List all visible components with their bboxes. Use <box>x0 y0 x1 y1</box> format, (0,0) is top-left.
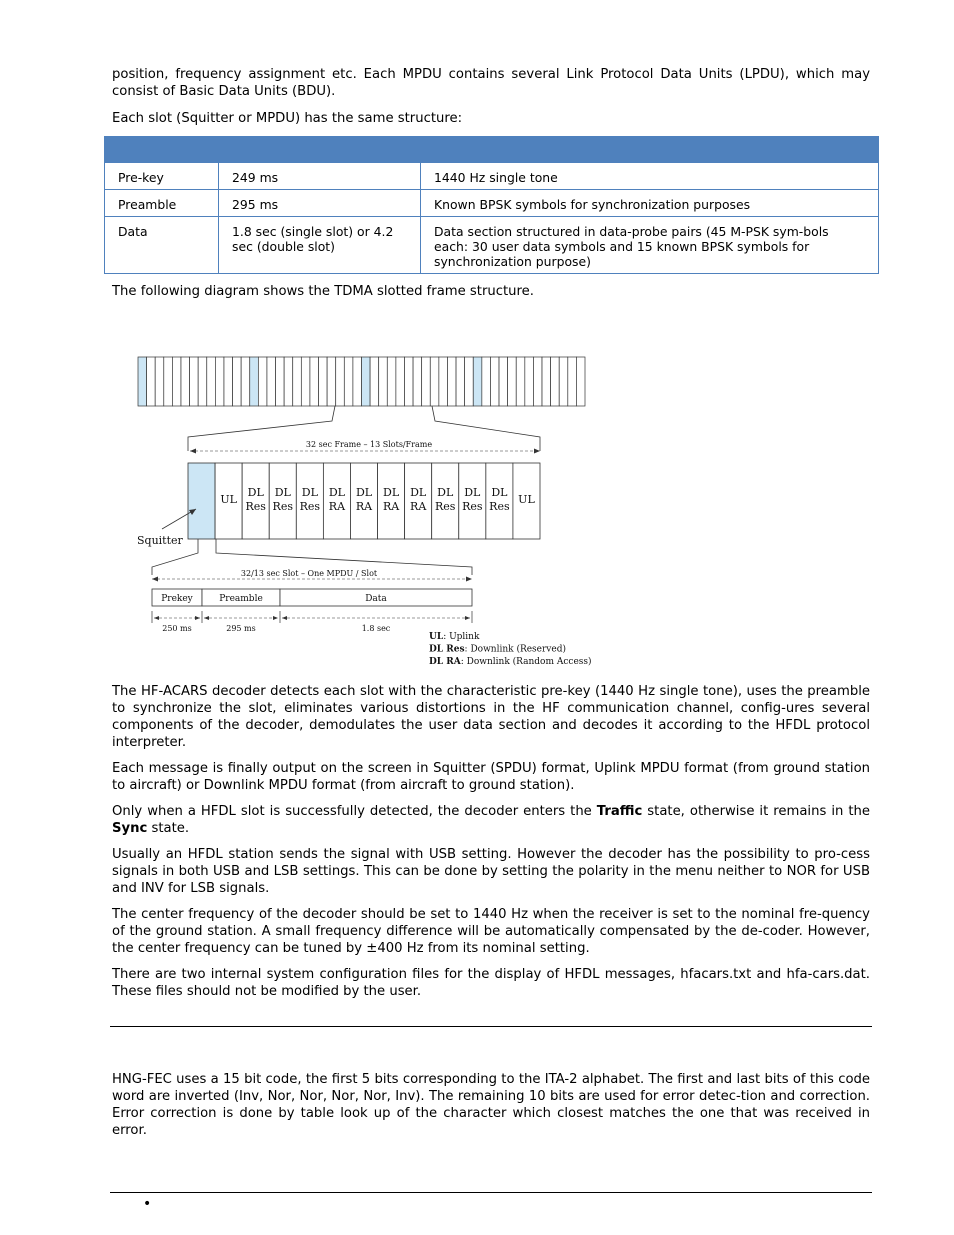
frame-strip-slot <box>396 357 405 406</box>
frame-strip-slot <box>576 357 585 406</box>
main-content <box>112 66 870 1009</box>
config-files-paragraph: There are two internal system configuration files for the display of HFDL messages, hfacars.txt and hfa-cars.dat. These files should not be modified by the user. <box>112 967 870 999</box>
slot-label-line1: DL <box>383 486 400 499</box>
slot-label-line2: Res <box>435 500 456 513</box>
frame-strip-slot <box>250 357 259 406</box>
frame-label: 32 sec Frame – 13 Slots/Frame <box>305 440 433 449</box>
slot-label-line2: Res <box>462 500 483 513</box>
frame-strip-slot <box>147 357 156 406</box>
slot-label-top: 32/13 sec Slot – One MPDU / Slot <box>240 569 378 578</box>
slot-label: UL <box>220 493 237 506</box>
mpdu-segment-label: Data <box>365 594 387 604</box>
frame-strip-slot <box>422 357 431 406</box>
legend-key: DL RA <box>429 657 461 667</box>
intro-paragraph: position, frequency assignment etc. Each MPDU contains several Link Protocol Data Units (LPDU), which may consist of Basic Data Units (BDU). <box>112 67 870 99</box>
table-cell-name: Data <box>105 217 219 274</box>
frame-strip-slot <box>319 357 328 406</box>
legend-desc: : Downlink (Reserved) <box>464 644 566 655</box>
slot-label-line1: DL <box>328 486 345 499</box>
frame-strip-slot <box>533 357 542 406</box>
legend-key: DL Res <box>429 644 465 655</box>
frame-strip-slot <box>276 357 285 406</box>
frame-strip-slot <box>499 357 508 406</box>
frame-strip-slot <box>413 357 422 406</box>
slot-label-line2: Res <box>245 500 266 513</box>
diagram-intro-paragraph: The following diagram shows the TDMA slotted frame structure. <box>112 284 534 299</box>
table-cell-duration: 295 ms <box>219 190 421 217</box>
frame-strip-slot <box>370 357 379 406</box>
legend-desc: : Uplink <box>443 632 480 642</box>
polarity-paragraph: Usually an HFDL station sends the signal with USB setting. However the decoder has the possibility to pro-cess signals in both USB and LSB settings. This can be done by setting the polarity in the menu neither to NOR for USB and INV for LSB signals. <box>112 847 870 896</box>
frame-strip-slot <box>404 357 413 406</box>
frame-strip-slot <box>241 357 250 406</box>
frame-strip-slot <box>473 357 482 406</box>
frame-strip-slot <box>258 357 267 406</box>
frame-strip-slot <box>164 357 173 406</box>
legend-key: UL <box>429 632 444 642</box>
output-paragraph: Each message is finally output on the screen in Squitter (SPDU) format, Uplink MPDU format (from ground station to aircraft) or Downlink MPDU format (from aircraft to ground station). <box>112 761 870 793</box>
frame-strip-slot <box>568 357 577 406</box>
frame-strip-slot <box>293 357 302 406</box>
duration-label: 250 ms <box>162 624 192 633</box>
slot-label-line2: RA <box>382 500 400 513</box>
frame-strip-slot <box>439 357 448 406</box>
state-paragraph: Only when a HFDL slot is successfully detected, the decoder enters the Traffic state, otherwise it remains in the Sync state. <box>112 804 870 836</box>
slot-label-line2: RA <box>355 500 373 513</box>
frame-strip-slot <box>198 357 207 406</box>
slot-label-line1: DL <box>437 486 454 499</box>
table-cell-description: Known BPSK symbols for synchronization purposes <box>421 190 879 217</box>
hng-fec-section <box>112 1071 870 1139</box>
slot-label-line2: RA <box>328 500 346 513</box>
tdma-frame-svg <box>112 309 598 671</box>
slot-structure-table <box>104 136 879 274</box>
legend-desc: : Downlink (Random Access) <box>460 657 592 667</box>
table-cell-name: Preamble <box>105 190 219 217</box>
duration-label: 295 ms <box>226 624 256 633</box>
frame-strip-slot <box>559 357 568 406</box>
frame-strip-slot <box>456 357 465 406</box>
frame-strip-slot <box>387 357 396 406</box>
section-divider <box>110 1026 872 1027</box>
frame-strip-slot <box>336 357 345 406</box>
frame-strip-slot <box>508 357 517 406</box>
frame-strip-slot <box>224 357 233 406</box>
frame-strip-slot <box>379 357 388 406</box>
frame-strip-slot <box>190 357 199 406</box>
frame-strip-slot <box>430 357 439 406</box>
table-row <box>105 190 879 217</box>
frame-strip-slot <box>155 357 164 406</box>
frame-strip-slot <box>138 357 147 406</box>
slot-label-line2: Res <box>299 500 321 513</box>
slot-label-line1: DL <box>247 486 264 499</box>
decoder-paragraph: The HF-ACARS decoder detects each slot with the characteristic pre-key (1440 Hz single tone), uses the preamble to synchronize the slot, eliminates various distortions in the HF communication channel, config-ures several components of the decoder, demodulates the user data section and decodes it according to the HFDL protocol interpreter. <box>112 684 870 750</box>
frame-strip-slot <box>207 357 216 406</box>
slot-label-line1: DL <box>464 486 481 499</box>
frame-strip-slot <box>181 357 190 406</box>
footer-bullet: • <box>143 1196 152 1212</box>
frame-strip-slot <box>516 357 525 406</box>
squitter-label: Squitter <box>137 534 183 547</box>
frame-strip-slot <box>301 357 310 406</box>
slot-label-line2: Res <box>489 500 510 513</box>
hng-fec-paragraph: HNG-FEC uses a 15 bit code, the first 5 bits corresponding to the ITA-2 alphabet. The first and last bits of this code word are inverted (Inv, Nor, Nor, Nor, Nor, Inv). The remaining 10 bits are used for error detec-tion and correction. Error correction is done by table look up of the character which closest matches the one that was received in error. <box>112 1072 870 1138</box>
frame-strip-slot <box>482 357 491 406</box>
legend-entry <box>429 656 592 667</box>
frame-strip-slot <box>465 357 474 406</box>
frame-strip-slot <box>310 357 319 406</box>
table-row <box>105 163 879 190</box>
slot-label-line1: DL <box>301 486 318 499</box>
frame-strip-slot <box>551 357 560 406</box>
slot-label: UL <box>518 493 535 506</box>
mpdu-segment-label: Preamble <box>219 594 263 604</box>
table-cell-description: Data section structured in data-probe pairs (45 M-PSK sym-bols each: 30 user data symbols and 15 known BPSK symbols for synchronization purpose) <box>421 217 879 274</box>
slot-label-line1: DL <box>491 486 508 499</box>
center-frequency-paragraph: The center frequency of the decoder should be set to 1440 Hz when the receiver is set to the nominal fre-quency of the ground station. A small frequency difference will be automatically compensated by the de-coder. However, the center frequency can be tuned by ±400 Hz from its nominal setting. <box>112 907 870 956</box>
table-cell-description: 1440 Hz single tone <box>421 163 879 190</box>
legend-entry <box>429 632 480 642</box>
slot-structure-paragraph: Each slot (Squitter or MPDU) has the same structure: <box>112 111 463 126</box>
slot-label-line1: DL <box>355 486 373 499</box>
sync-state-label: Sync <box>112 821 148 836</box>
frame-strip-slot <box>215 357 224 406</box>
slot-label-line1: DL <box>410 486 427 499</box>
slot-label-line2: Res <box>272 500 293 513</box>
frame-strip-slot <box>172 357 181 406</box>
slot-label-line1: DL <box>274 486 291 499</box>
frame-strip-slot <box>284 357 293 406</box>
frame-strip-slot <box>233 357 242 406</box>
slot-label-line2: RA <box>410 500 427 513</box>
frame-strip-slot <box>353 357 362 406</box>
frame-strip-slot <box>327 357 336 406</box>
frame-strip-slot <box>525 357 534 406</box>
frame-strip-slot <box>447 357 456 406</box>
tdma-frame-diagram <box>112 309 598 671</box>
legend-entry <box>429 644 566 655</box>
frame-strip-slot <box>490 357 499 406</box>
footer-divider <box>110 1192 872 1193</box>
frame-strip-slot <box>344 357 353 406</box>
table-cell-duration: 249 ms <box>219 163 421 190</box>
frame-strip-slot <box>542 357 551 406</box>
frame-slot <box>188 463 215 539</box>
table-cell-duration: 1.8 sec (single slot) or 4.2 sec (double slot) <box>219 217 421 274</box>
table-header-row <box>105 137 879 163</box>
duration-label: 1.8 sec <box>361 624 391 633</box>
frame-strip-slot <box>362 357 371 406</box>
table-row <box>105 217 879 274</box>
mpdu-segment-label: Prekey <box>161 594 193 604</box>
traffic-state-label: Traffic <box>596 804 643 819</box>
frame-strip-slot <box>267 357 276 406</box>
table-cell-name: Pre-key <box>105 163 219 190</box>
